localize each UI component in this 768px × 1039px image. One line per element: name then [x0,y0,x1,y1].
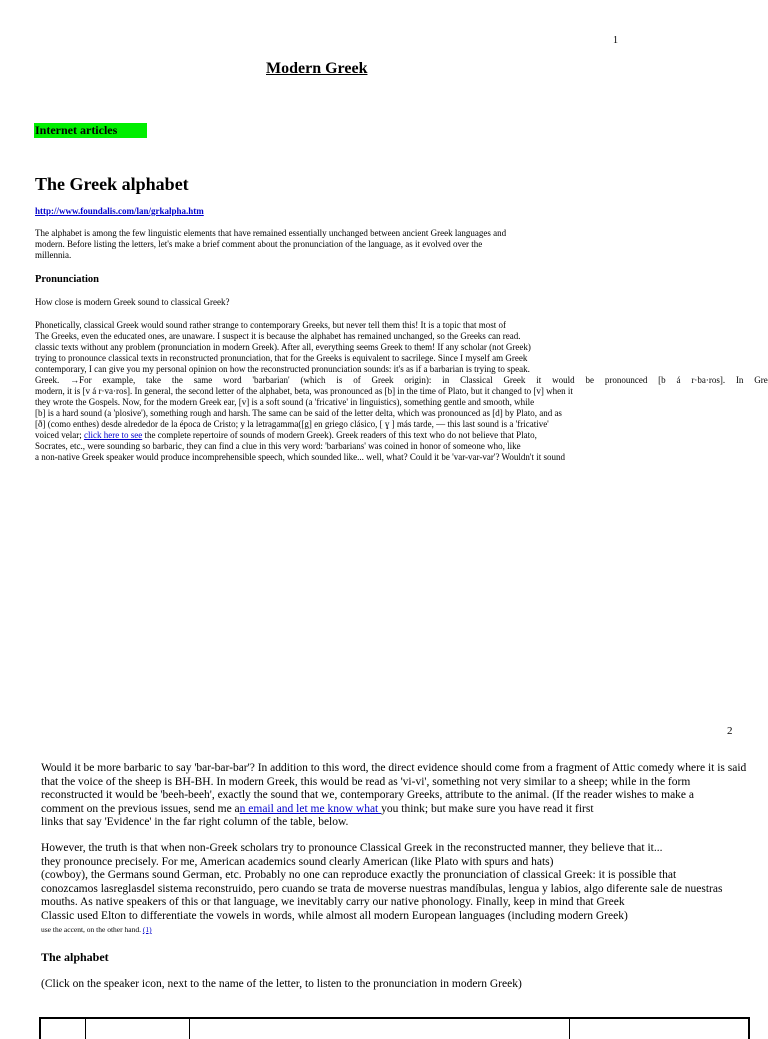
justified-word: Classical [460,375,493,385]
text-line: [ð] (como enthes) desde alrededor de la época de Cristo; y la letragamma([g] en griego clásico, [ ɣ ] más tarde, — this last sound is a 'fricative' [35,419,549,429]
justified-word: same [193,375,213,385]
justified-word: in [442,375,450,385]
text-fragment: the complete repertoire of sounds of modern Greek). Greek readers of this text who do not believe that Plato, [142,430,537,440]
text-fragment: voiced velar; [35,430,84,440]
text-line: mouths. As native speakers of this or that language, we inevitably carry our native phonology. Finally, keep in mind that Greek [41,896,625,908]
text-line: However, the truth is that when non-Greek scholars try to pronounce Classical Greek in the reconstructed manner, they believe that it... [41,842,663,854]
justified-word: would [552,375,575,385]
document-title: Modern Greek [266,60,368,77]
justified-word: á [676,375,681,385]
justified-word: of [353,375,361,385]
justified-word: word [223,375,242,385]
text-line: (cowboy), the Germans sound German, etc. Probably no one can reproduce exactly the pronunciation of classical Greek: it is possible that [41,869,677,881]
justified-word: example, [102,375,136,385]
table-column-divider [85,1019,86,1039]
email-link[interactable]: n email and let me know what [239,802,382,815]
text-line: reconstructed it would be 'beeh-beeh', exactly the sound that we, contemporary Greeks, attribute to the animal. (If the reader wishes to make a [41,789,695,801]
table-column-divider [569,1019,570,1039]
text-line: Phonetically, classical Greek would sound rather strange to contemporary Greeks, but never tell them this! It is a topic that most of [35,320,507,330]
intro-paragraph [35,228,555,261]
justified-word: be [585,375,594,385]
justified-word: Greek. [35,375,60,385]
pronunciation-question: How close is modern Greek sound to classical Greek? [35,297,230,307]
text-line: conozcamos lasreglasdel sistema reconstruido, pero cuando se trata de moverse nuestras mandíbulas, lengua y labios, algo diferente sale de nuestras [41,882,723,895]
text-line: Would it be more barbaric to say 'bar-bar-bar'? In addition to this word, the direct evidence should come from a fragment of Attic comedy where it is said [41,762,747,774]
text-fragment: you think; but make sure you have read it first [381,802,594,815]
text-line: they wrote the Gospels. Now, for the modern Greek ear, [v] is a soft sound (a 'fricative' in linguistics), something gentle and smooth, while [35,397,535,407]
text-line: contemporary, I can give you my personal opinion on how the reconstructed pronunciation sounds: it's as if a barbarian is trying to speak. [35,364,530,374]
justified-text-line [35,375,768,386]
justified-word: 'barbarian' [252,375,290,385]
alphabet-heading: The alphabet [41,950,109,964]
justified-word: Gre [754,375,768,385]
truth-paragraph [41,842,731,937]
justified-word: Greek [503,375,526,385]
text-line: The Greeks, even the educated ones, are unaware. I suspect it is because the alphabet has remained unchanged, so the Greeks can read. [35,331,521,341]
text-line: classic texts without any problem (pronunciation in modern Greek). After all, everything seems Greek to them! If any scholar (not Greek) [35,342,531,352]
text-fragment: comment on the previous issues, send me a [41,802,240,815]
justified-word: Greek [371,375,394,385]
pronunciation-heading: Pronunciation [35,274,99,285]
justified-word: is [336,375,343,385]
comment-paragraph [41,762,747,830]
text-line: a non-native Greek speaker would produce incomprehensible speech, which sounded like... well, what? Could it be 'var-var-var'? Wouldn't it sound [35,452,565,462]
page-number: 1 [613,35,618,46]
pronunciation-paragraph [35,320,768,463]
text-line: Socrates, etc., were sounding so barbaric, they can find a clue in this very word: 'barbarians' was coined in honor of someone who, like [35,441,521,451]
justified-word: r·ba·ros]. [691,375,726,385]
text-line: modern. Before listing the letters, let's make a brief comment about the pronunciation of the language, as it evolved over the [35,239,483,249]
justified-word: (which [300,375,326,385]
table-column-divider [189,1019,190,1039]
text-line [41,923,731,937]
sounds-link[interactable]: click here to see [83,430,143,440]
text-line: trying to pronounce classical texts in reconstructed pronunciation, that for the Greeks is equivalent to sacrilege. Since I myself am Greek [35,353,528,363]
text-line [35,430,768,441]
article-link[interactable]: http://www.foundalis.com/lan/grkalpha.htm [35,206,204,216]
justified-word: origin): [404,375,432,385]
speaker-instructions: (Click on the speaker icon, next to the name of the letter, to listen to the pronunciation in modern Greek) [41,978,522,990]
text-line: millennia. [35,250,72,260]
justified-word: pronounced [604,375,648,385]
alphabet-table [39,1017,750,1039]
justified-word: →For [70,375,92,385]
text-line: modern, it is [v á r·va·ros]. In general, the second letter of the alphabet, beta, was pronounced as [b] in the time of Plato, but it changed to [v] when it [35,386,573,396]
page-number: 2 [727,725,733,737]
justified-word: it [536,375,542,385]
text-line [41,803,731,817]
text-line: links that say 'Evidence' in the far right column of the table, below. [41,816,349,828]
section-tag: Internet articles [34,123,147,138]
text-line: they pronounce precisely. For me, American academics sound clearly American (like Plato with spurs and hats) [41,855,554,868]
article-title: The Greek alphabet [35,174,189,194]
text-line: that the voice of the sheep is BH-BH. In modern Greek, this would be read as 'vi-vi', something not very similar to a sheep; while in the form [41,775,691,788]
footnote-link[interactable]: (1) [142,925,152,934]
justified-word: the [171,375,183,385]
text-line: Classic used Elton to differentiate the vowels in words, while almost all modern European languages (including modern Greek) [41,909,628,922]
text-line: The alphabet is among the few linguistic elements that have remained essentially unchanged between ancient Greek languages and [35,228,507,238]
justified-word: [b [658,375,666,385]
justified-word: take [146,375,162,385]
justified-word: In [735,375,744,385]
text-line: [b] is a hard sound (a 'plosive'), something rough and harsh. The same can be said of the letter delta, which was pronounced as [d] by Plato, and as [35,408,562,418]
text-fragment: use the accent, on the other hand. [41,925,141,934]
